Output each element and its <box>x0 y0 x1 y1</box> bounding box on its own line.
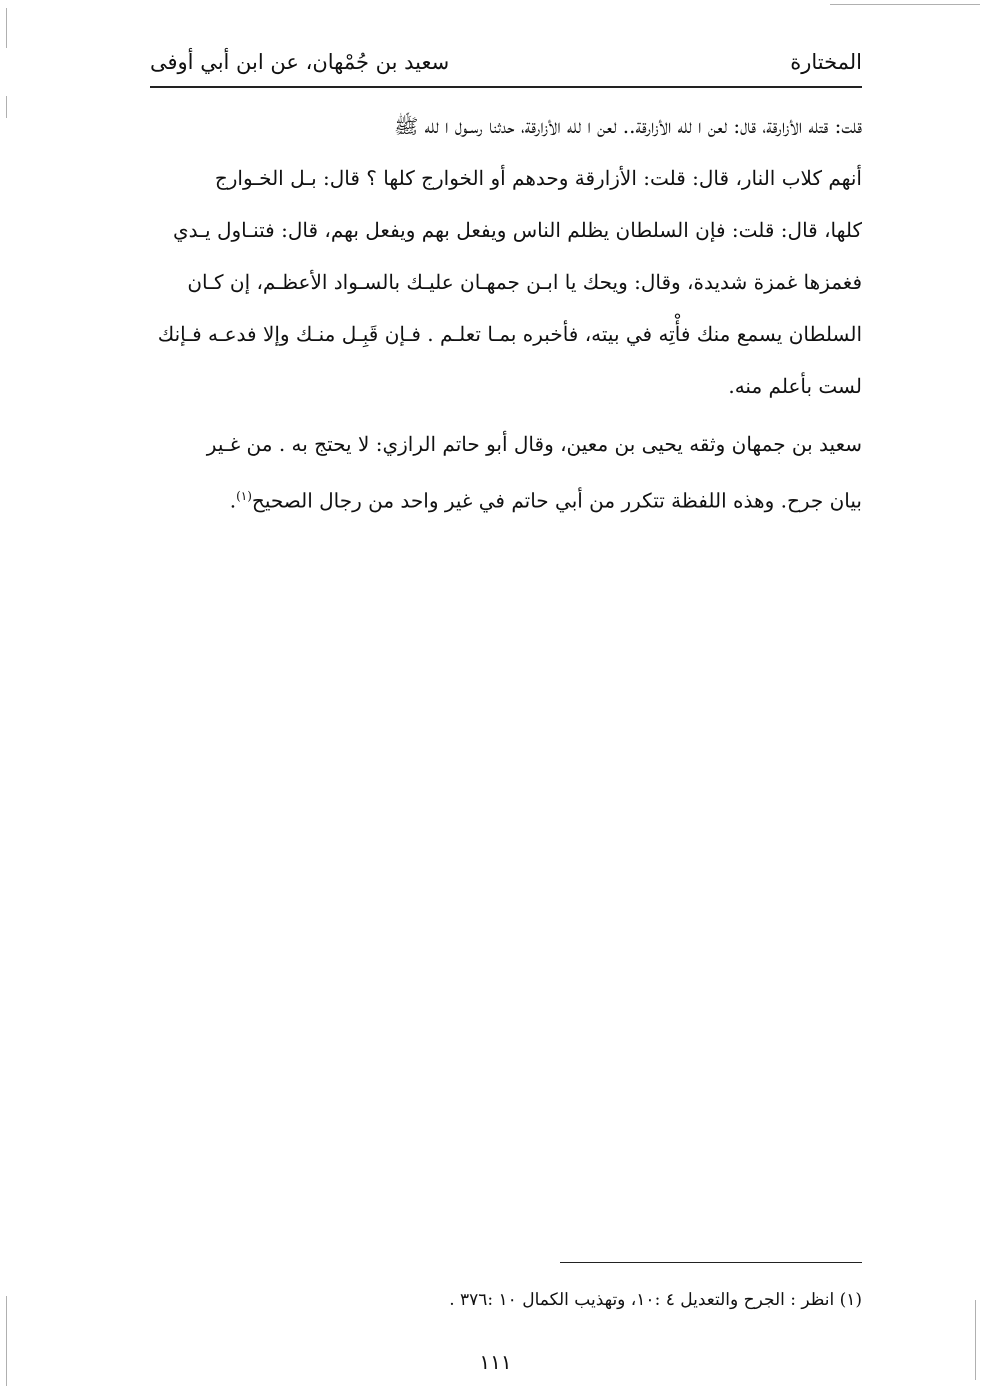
scan-edge-left <box>6 8 7 48</box>
text-line: قلت: قتله الأزارقة، قال: لعن ا لله الأزارقة.. لعن ا لله الأزارقة، حدثنا رسـول ا لله ﷺ <box>394 114 862 138</box>
text-line: السلطان يسمع منك فأْتِه في بيته، فأخبره بمـا تعلـم . فـإن قَبِـل منـك وإلا فدعـه فـإنك <box>157 322 862 346</box>
scan-edge-top-right <box>830 4 980 5</box>
paragraph-1 <box>150 100 862 412</box>
text-line: لست بأعلم منه. <box>728 374 862 398</box>
text-line: أنهم كلاب النار، قال: قلت: الأزارقة وحدهم أو الخوارج كلها ؟ قال: بـل الخـوارج <box>214 166 862 190</box>
footnote-marker[interactable]: (١) <box>236 489 252 503</box>
header-running-title: سعيد بن جُمْهان، عن ابن أبي أوفى <box>150 50 450 74</box>
page-number: ١١١ <box>479 1350 512 1374</box>
text-line: فغمزها غمزة شديدة، وقال: ويحك يا ابـن جمهـان عليـك بالسـواد الأعظـم، إن كـان <box>187 270 862 294</box>
text-line-with-footnote <box>150 470 862 522</box>
body-text <box>150 100 862 522</box>
header-rule <box>150 86 862 88</box>
page-header <box>150 40 862 84</box>
sentence-end: . <box>229 488 237 513</box>
text-line: كلها، قال: قلت: فإن السلطان يظلم الناس ويفعل بهم ويفعل بهم، قال: فتنـاول يـدي <box>173 218 862 242</box>
text-line-content: بيان جرح. وهذه اللفظة تتكرر من أبي حاتم في غير واحد من رجال الصحيح <box>251 488 862 513</box>
paragraph-2 <box>150 418 862 522</box>
scan-edge-left-lower <box>6 96 7 118</box>
footnote-rule <box>560 1262 862 1263</box>
text-line: سعيد بن جمهان وثقه يحيى بن معين، وقال أبو حاتم الرازي: لا يحتج به . من غـير <box>206 432 862 456</box>
header-section-title: المختارة <box>790 50 862 74</box>
footnote: (١) انظر : الجرح والتعديل ٤ :١٠، وتهذيب الكمال ١٠ :٣٧٦ . <box>449 1290 862 1310</box>
